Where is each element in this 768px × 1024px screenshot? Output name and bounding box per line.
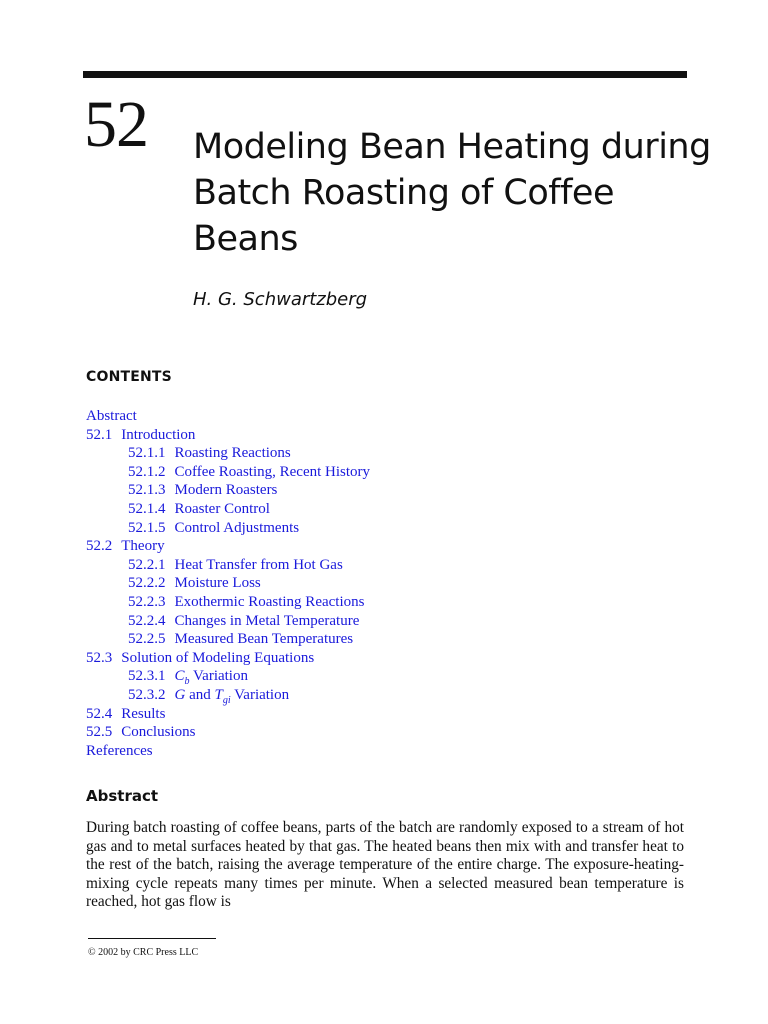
toc-symbol: T xyxy=(214,686,223,703)
toc-link[interactable] xyxy=(128,613,359,629)
toc-label: Variation xyxy=(189,668,248,685)
toc-label: Coffee Roasting, Recent History xyxy=(174,463,371,480)
toc-entry xyxy=(86,519,370,538)
toc-number: 52.1.1 xyxy=(128,445,166,462)
toc-number: 52.2.2 xyxy=(128,575,166,592)
toc-subscript: gi xyxy=(222,694,231,706)
toc-number: 52.3.2 xyxy=(128,686,166,703)
toc-entry xyxy=(86,686,370,705)
toc-entry xyxy=(86,705,370,724)
toc-link[interactable] xyxy=(128,482,277,498)
chapter-author: H. G. Schwartzberg xyxy=(193,289,368,310)
toc-link[interactable] xyxy=(128,594,364,610)
toc-link[interactable] xyxy=(86,650,314,666)
toc-entry xyxy=(86,723,370,742)
toc-number: 52.4 xyxy=(86,705,113,722)
toc-symbol: G xyxy=(174,686,186,703)
toc-link[interactable] xyxy=(86,427,195,443)
abstract-heading: Abstract xyxy=(86,787,159,805)
toc-label: Conclusions xyxy=(121,724,196,741)
toc-number: 52.2.3 xyxy=(128,593,166,610)
toc-label: Changes in Metal Temperature xyxy=(174,612,360,629)
toc-label: Modern Roasters xyxy=(174,482,278,499)
toc-link[interactable] xyxy=(86,538,165,554)
toc-label: Solution of Modeling Equations xyxy=(121,649,315,666)
toc-label: References xyxy=(86,742,153,759)
toc-number: 52.3 xyxy=(86,649,113,666)
toc-entry xyxy=(86,463,370,482)
table-of-contents xyxy=(86,407,370,760)
contents-heading: CONTENTS xyxy=(86,369,172,385)
toc-entry xyxy=(86,593,370,612)
chapter-title: Modeling Bean Heating during Batch Roasting of Coffee Beans xyxy=(193,127,711,259)
toc-label: Moisture Loss xyxy=(174,575,261,592)
toc-number: 52.1.2 xyxy=(128,463,166,480)
toc-label: Introduction xyxy=(121,426,196,443)
toc-link[interactable] xyxy=(86,408,137,424)
toc-link[interactable] xyxy=(86,706,165,722)
toc-number: 52.3.1 xyxy=(128,668,166,685)
toc-number: 52.1.5 xyxy=(128,519,166,536)
toc-number: 52.1 xyxy=(86,426,113,443)
chapter-top-rule xyxy=(83,71,687,78)
toc-link[interactable] xyxy=(128,631,353,647)
abstract-text: During batch roasting of coffee beans, parts of the batch are randomly exposed to a stream of hot gas and to metal surfaces heated by that gas. The heated beans then mix with and transfer heat to the rest of the batch, raising the average temperature of the entire charge. The exposure-heating-mixing cycle repeats many times per minute. When a selected measured bean temperature is reached, hot gas flow is xyxy=(86,819,684,911)
toc-label: Theory xyxy=(121,538,165,555)
toc-number: 52.2 xyxy=(86,538,113,555)
toc-number: 52.1.4 xyxy=(128,500,166,517)
toc-label: Results xyxy=(121,705,166,722)
toc-entry xyxy=(86,630,370,649)
toc-link[interactable] xyxy=(86,724,195,740)
toc-number: 52.2.1 xyxy=(128,556,166,573)
toc-entry xyxy=(86,574,370,593)
toc-entry xyxy=(86,649,370,668)
toc-symbol: C xyxy=(174,668,185,685)
toc-label: Abstract xyxy=(86,408,137,424)
toc-number: 52.2.4 xyxy=(128,612,166,629)
toc-link[interactable] xyxy=(128,575,261,591)
toc-label: Measured Bean Temperatures xyxy=(174,631,354,648)
toc-link[interactable] xyxy=(128,557,343,573)
toc-number: 52.1.3 xyxy=(128,482,166,499)
toc-subscript: b xyxy=(184,676,190,688)
toc-link[interactable] xyxy=(128,501,270,517)
toc-label: Control Adjustments xyxy=(174,519,300,536)
toc-link[interactable] xyxy=(86,743,153,759)
toc-link[interactable] xyxy=(128,668,248,688)
toc-label: Heat Transfer from Hot Gas xyxy=(174,556,343,573)
chapter-number: 52 xyxy=(84,88,148,161)
toc-link[interactable] xyxy=(128,686,290,706)
toc-entry xyxy=(86,667,370,686)
toc-label: Exothermic Roasting Reactions xyxy=(174,593,365,610)
toc-entry xyxy=(86,742,370,761)
toc-entry xyxy=(86,407,370,426)
toc-label: Roaster Control xyxy=(174,500,270,517)
toc-entry xyxy=(86,426,370,445)
toc-link[interactable] xyxy=(128,445,291,461)
toc-label: Roasting Reactions xyxy=(174,445,291,462)
toc-number: 52.2.5 xyxy=(128,631,166,648)
toc-entry xyxy=(86,612,370,631)
toc-label: Variation xyxy=(230,686,290,703)
toc-text: and xyxy=(185,686,215,703)
toc-link[interactable] xyxy=(128,520,299,536)
toc-number: 52.5 xyxy=(86,724,113,741)
toc-entry xyxy=(86,444,370,463)
copyright-footnote: © 2002 by CRC Press LLC xyxy=(88,947,199,958)
toc-entry xyxy=(86,481,370,500)
toc-link[interactable] xyxy=(128,464,370,480)
footnote-rule xyxy=(88,938,216,939)
toc-entry xyxy=(86,556,370,575)
toc-entry xyxy=(86,537,370,556)
toc-entry xyxy=(86,500,370,519)
